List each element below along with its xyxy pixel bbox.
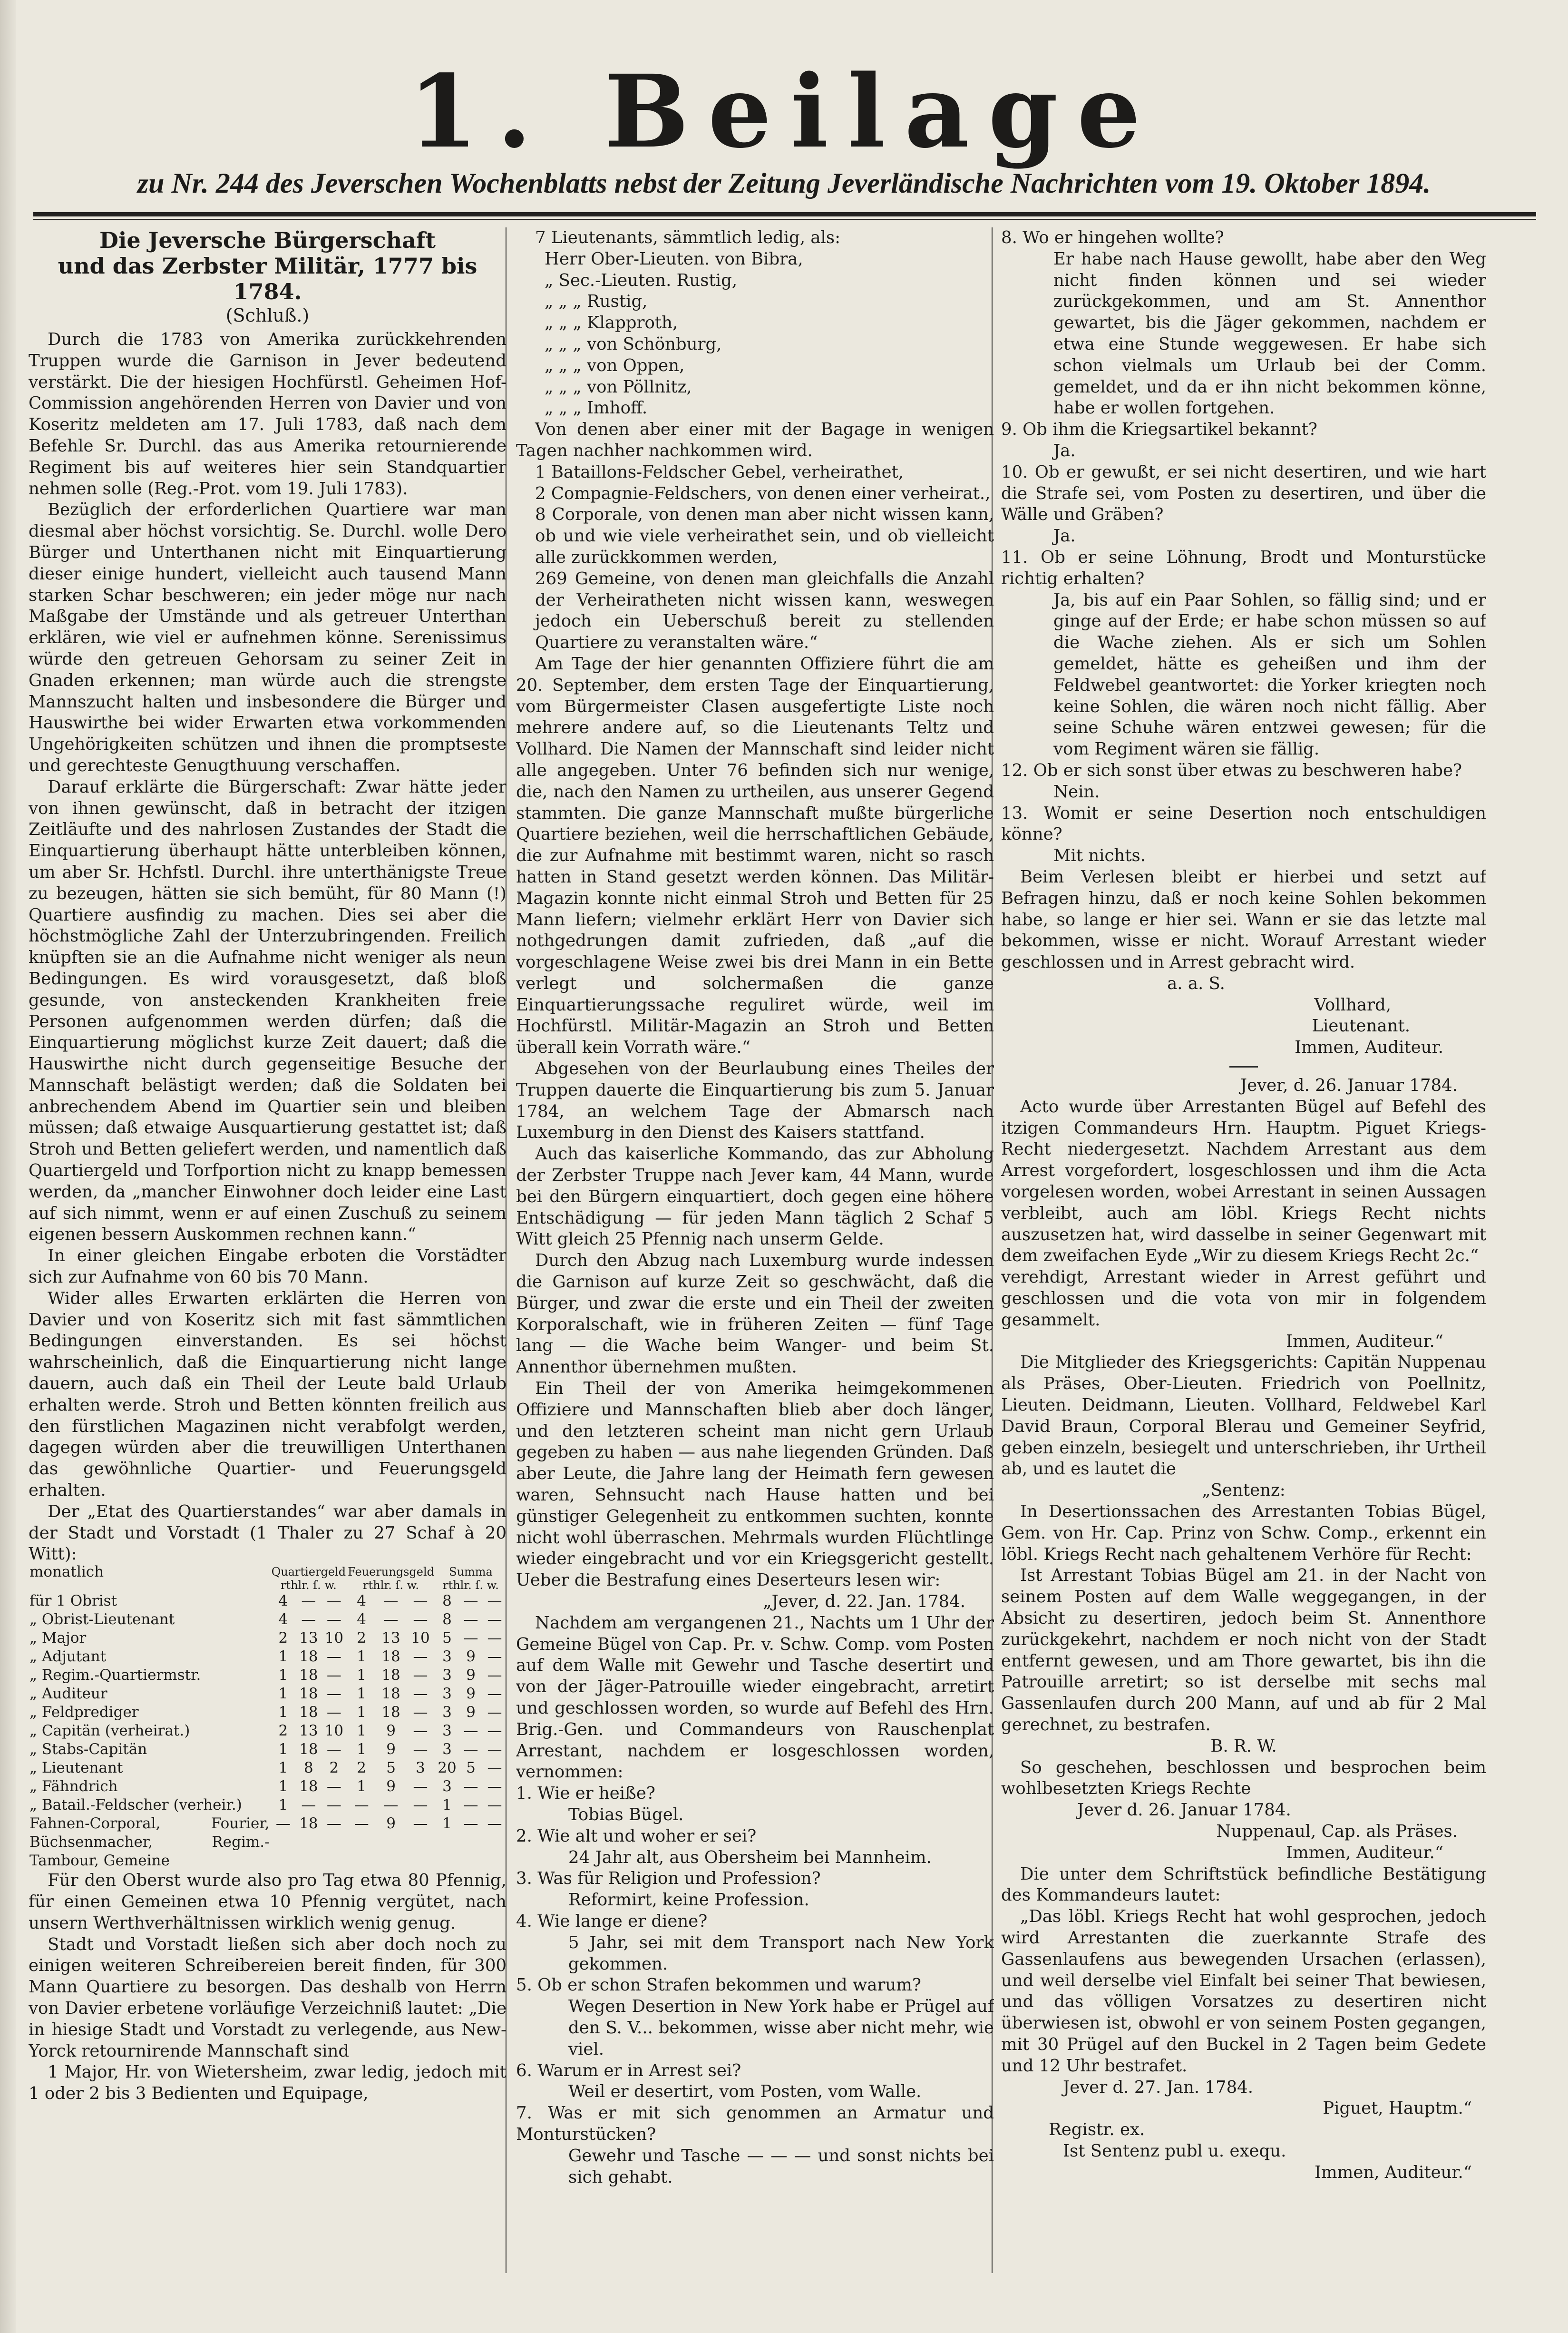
table-cell: 3 [442, 1722, 452, 1740]
signature: Nuppenaul, Cap. als Präses. [1216, 1821, 1458, 1841]
table-cell: — [487, 1796, 502, 1814]
table-cell: 18 [299, 1685, 318, 1703]
table-cell: — [413, 1611, 428, 1628]
table-cell: — [326, 1815, 341, 1833]
table-cell: — [413, 1796, 428, 1814]
paragraph: Darauf erklärte die Bürgerschaft: Zwar hätte jeder von ihnen gewünscht, daß in betracht der itzigen Zeitläufte und des nahrlosen Zustandes der Stadt die Einquartierung überhaupt hätte unterbleiben können, um aber Sr. Hchfstl. Durchl. ihre unterthänigste Treue zu bezeugen, hätten sie sich bemüht, für 80 Mann (!) Quartiere ausfindig zu machen. Dies sei aber die höchstmögliche Zahl der Unterzubringenden. Freilich knüpften sie an die Aufnahme nicht weniger als neun Bedingungen. Es wird vorausgesetzt, daß bloß gesunde, von ansteckenden Krankheiten freie Personen aufgenommen werden dürfen; daß die Einquartierung möglichst kurze Zeit dauert; daß die Hauswirthe nicht durch gegenseitige Besuche der Mannschaft belästigt werden; daß die Soldaten bei anbrechendem Abend im Quartier sein und bleiben müssen; daß etwaige Ausquartierung gestattet ist; daß Stroh und Betten geliefert werden, und namentlich daß Quartiergeld und Torfportion nicht zu knapp bemessen werden, da „mancher Einwohner doch leider eine Last auf sich nimmt, wenn er auf einen Zuschuß zu seinem eigenen bessern Auskommen rechnen kann.“ [29, 777, 506, 1245]
roster-item: „ „ „ Rustig, [545, 292, 648, 312]
abbrev-line: a. a. S. [1167, 973, 1225, 993]
troop-list [516, 462, 994, 654]
paragraph: 7 Lieutenants, sämmtlich ledig, als: [535, 228, 841, 247]
answer: Gewehr und Tasche — — — und sonst nichts bei sich gehabt. [568, 2146, 994, 2187]
signature: Immen, Auditeur.“ [1314, 2162, 1472, 2182]
table-row [29, 1610, 506, 1629]
question: 2. Wie alt und woher er sei? [516, 1826, 757, 1846]
table-row-label: „ Obrist-Lieutenant [29, 1611, 175, 1628]
table-cell: — [463, 1722, 478, 1740]
roster-item: „ „ „ von Pöllnitz, [545, 377, 692, 397]
table-cell: — [326, 1796, 341, 1814]
table-cell: — [413, 1704, 428, 1721]
table-cell: — [383, 1796, 399, 1814]
roster-item: Herr Ober-Lieuten. von Bibra, [545, 249, 803, 269]
table-cell: — [326, 1592, 341, 1610]
signature: Immen, Auditeur.“ [1286, 1843, 1443, 1862]
table-cell: — [463, 1778, 478, 1795]
table-cell: — [354, 1815, 369, 1833]
question: 3. Was für Religion und Profession? [516, 1869, 821, 1889]
paragraph: In Desertionssachen des Arrestanten Tobias Bügel, Gem. von Hr. Cap. Prinz von Schw. Comp., erkennt ein löbl. Kriegs Recht nach gehaltenem Verhöre für Recht: [1001, 1502, 1486, 1564]
table-cell: — [301, 1592, 316, 1610]
paragraph: Für den Oberst wurde also pro Tag etwa 80 Pfennig, für einen Gemeinen etwa 10 Pfennig vergütet, nach unsern Werthverhältnissen wirklich wenig genug. [29, 1871, 506, 1933]
paragraph: Acto wurde über Arrestanten Bügel auf Befehl des itzigen Commandeurs Hrn. Hauptm. Piguet Kriegs-Recht niedergesetzt. Nachdem Arrestant aus dem Arrest vorgefordert, losgeschlossen und ihm die Acta vorgelesen worden, wobei Arrestant in seinen Aussagen verbleibt, auch am löbl. Kriegs Recht nichts auszusetzen hat, wird dasselbe in seiner Gegenwart mit dem zweifachen Eyde „Wir zu diesem Kriegs Recht 2c.“ [1001, 1097, 1486, 1266]
table-cell: 10 [324, 1629, 344, 1647]
table-cell: 1 [357, 1666, 366, 1684]
table-cell: 4 [357, 1592, 366, 1610]
table-row-label: „ Capitän (verheirat.) [29, 1722, 190, 1740]
table-cell: — [413, 1722, 428, 1740]
signature: Immen, Auditeur.“ [1286, 1331, 1443, 1351]
paragraph: Der „Etat des Quartierstandes“ war aber damals in der Stadt und Vorstadt (1 Thaler zu 27 Schaf à 20 Witt): [29, 1501, 506, 1564]
table-cell: 1 [278, 1778, 288, 1795]
table-cell: 9 [466, 1648, 476, 1666]
table-cell: 2 [357, 1629, 366, 1647]
paragraph: Nachdem am vergangenen 21., Nachts um 1 Uhr der Gemeine Bügel von Cap. Pr. v. Schw. Comp. vom Posten auf dem Walle mit Gewehr und Tasche desertirt und von der Jäger-Patrouille wieder eingebracht, arretirt und geschlossen worden, so wurde auf Befehl des Hrn. Brig.-Gen. und Commandeurs von Rauschenplat Arrestant, nachdem er losgeschlossen worden, vernommen: [516, 1613, 994, 1782]
roster-item: „ „ „ Klapproth, [545, 313, 678, 333]
table-cell: — [326, 1704, 341, 1721]
table-cell: 5 [442, 1629, 452, 1647]
table-cell: — [463, 1629, 478, 1647]
table-cell: — [487, 1759, 502, 1777]
table-cell: 1 [357, 1778, 366, 1795]
table-cell: — [487, 1685, 502, 1703]
question: 7. Was er mit sich genommen an Armatur und Monturstücken? [516, 2103, 994, 2144]
answer: Wegen Desertion in New York habe er Prügel auf den S. V... bekommen, wisse aber nicht mehr, wie viel. [568, 1997, 994, 2059]
question: 11. Ob er seine Löhnung, Brodt und Monturstücke richtig erhalten? [1001, 547, 1486, 588]
table-row [29, 1647, 506, 1666]
table-cell: — [326, 1741, 341, 1758]
table-row-label: „ Auditeur [29, 1685, 107, 1703]
table-row [29, 1777, 506, 1796]
table-cell: 3 [442, 1778, 452, 1795]
table-cell: 9 [466, 1704, 476, 1721]
table-cell: 1 [278, 1704, 288, 1721]
table-cell: 18 [299, 1741, 318, 1758]
table-cell: 1 [442, 1815, 452, 1833]
table-row [29, 1592, 506, 1610]
table-cell: 3 [442, 1666, 452, 1684]
table-cell: 1 [278, 1685, 288, 1703]
table-cell: 4 [357, 1611, 366, 1628]
paragraph: Ein Theil der von Amerika heimgekommenen Offiziere und Mannschaften blieb aber doch länger, und den letzteren scheint man nicht gern Urlaub gegeben zu haben — aus nahe liegenden Gründen. Daß aber Leute, die Jahre lang der Heimath fern gewesen waren, Sehnsucht nach Hause hatten und bei günstiger Gelegenheit zu entkommen suchten, konnte nicht wohl überraschen. Mehrmals wurden Flüchtlinge wieder eingebracht und vor ein Kriegsgericht gestellt. Ueber die Bestrafung eines Deserteurs lesen wir: [516, 1379, 994, 1590]
column-3 [1001, 227, 1486, 2273]
table-cell: 1 [278, 1648, 288, 1666]
table-cell: 1 [357, 1741, 366, 1758]
paragraph: So geschehen, beschlossen und besprochen beim wohlbesetzten Kriegs Rechte [1001, 1757, 1486, 1799]
table-cell: 2 [357, 1759, 366, 1777]
table-cell: — [463, 1592, 478, 1610]
table-cell: 5 [466, 1759, 476, 1777]
table-cell: 13 [299, 1629, 318, 1647]
answer: Reformirt, keine Profession. [568, 1890, 809, 1910]
table-row [29, 1814, 506, 1870]
answer: 5 Jahr, sei mit dem Transport nach New York gekommen. [568, 1932, 994, 1974]
table-row-label: „ Feldprediger [29, 1704, 139, 1721]
dateline: Jever, d. 26. Januar 1784. [1240, 1076, 1458, 1096]
question: 4. Wie lange er diene? [516, 1911, 708, 1931]
question: 9. Ob ihm die Kriegsartikel bekannt? [1001, 420, 1317, 440]
interrogation-list [516, 1783, 994, 2188]
table-cell: — [413, 1815, 428, 1833]
table-header-row [29, 1565, 506, 1592]
list-item: 269 Gemeine, von denen man gleichfalls die Anzahl der Verheiratheten nicht wissen kann, weswegen jedoch ein Ueberschuß bereit zu stellenden Quartiere zu veranstalten wäre.“ [535, 569, 994, 653]
table-cell: — [301, 1611, 316, 1628]
paragraph: Von denen aber einer mit der Bagage in wenigen Tagen nachher nachkommen wird. [516, 420, 994, 461]
signature: Immen, Auditeur. [1295, 1038, 1443, 1058]
signature-rank: Lieutenant. [1312, 1016, 1410, 1036]
paragraph: Durch den Abzug nach Luxemburg wurde indessen die Garnison auf kurze Zeit so geschwächt, daß die Bürger, und zwar die erste und ein Theil der zweiten Korporalschaft, wie in früheren Zeiten — fünf Tage lang — die Wache beim Wanger- und beim St. Annenthor übernehmen mußten. [516, 1251, 994, 1377]
paragraph: Die Mitglieder des Kriegsgerichts: Capitän Nuppenau als Präses, Ober-Lieuten. Friedrich von Poellnitz, Lieuten. Deidmann, Lieuten. Vollhard, Feldwebel Karl David Braun, Corporal Blerau und Gemeiner Seyfrid, geben einzeln, besiegelt und unterschrieben, ihr Urtheil ab, und es lautet die [1001, 1353, 1486, 1479]
table-cell: — [354, 1796, 369, 1814]
table-cell: 13 [299, 1722, 318, 1740]
execution-note: Ist Sentenz publ u. exequ. [1063, 2141, 1286, 2161]
header-rule-thick [33, 212, 1536, 216]
table-row-label: für 1 Obrist [29, 1592, 117, 1610]
quarter-pay-table [29, 1565, 506, 1870]
table-cell: 5 [386, 1759, 396, 1777]
answer: Ja. [1053, 526, 1076, 546]
paragraph: Die unter dem Schriftstück befindliche Bestätigung des Kommandeurs lautet: [1001, 1864, 1486, 1905]
table-cell: — [487, 1592, 502, 1610]
table-cell: 3 [442, 1741, 452, 1758]
paragraph: In einer gleichen Eingabe erboten die Vorstädter sich zur Aufnahme von 60 bis 70 Mann. [29, 1246, 506, 1287]
table-cell: — [326, 1685, 341, 1703]
table-cell: — [326, 1611, 341, 1628]
table-header-group: Summa rthlr. ſ. w. [443, 1565, 499, 1592]
table-cell: 3 [442, 1704, 452, 1721]
question: 5. Ob er schon Strafen bekommen und warum? [516, 1975, 921, 1995]
table-cell: 8 [303, 1759, 313, 1777]
table-cell: — [487, 1629, 502, 1647]
table-cell: — [301, 1796, 316, 1814]
table-row-label: Fahnen-Corporal, Fourier, Büchsenmacher, Regim.-Tambour, Gemeine [29, 1815, 270, 1870]
paragraph: Bezüglich der erforderlichen Quartiere war man diesmal aber höchst vorsichtig. Se. Durchl. wolle Dero Bürger und Unterthanen nicht mit Einquartierung dieser einige hundert, vielleicht auch tausend Mann starken Schar beschweren; ein jeder möge nur nach Maßgabe der Umstände und als getreuer Unterthan erklären, wie viel er aufnehmen könne. Serenissimus würde den getreuen Gehorsam zu seiner Zeit in Gnaden erkennen; man würde auch die strengste Mannszucht halten und insbesondere die Bürger und Hauswirthe bei wider Erwarten etwa vorkommenden Ungehörigkeiten schützen und ihnen die promptseste und gerechteste Genugthuung verschaffen. [29, 500, 506, 775]
table-row-label: „ Lieutenant [29, 1759, 123, 1777]
answer: Weil er desertirt, vom Posten, vom Walle. [568, 2082, 922, 2102]
table-cell: 1 [357, 1685, 366, 1703]
page-binding-edge [0, 0, 16, 2333]
table-cell: 18 [299, 1704, 318, 1721]
answer: 24 Jahr alt, aus Obersheim bei Mannheim. [568, 1847, 932, 1867]
table-cell: 4 [278, 1611, 288, 1628]
table-cell: 18 [381, 1685, 400, 1703]
table-cell: 10 [324, 1722, 344, 1740]
table-header-label: monatlich [29, 1563, 104, 1581]
table-row [29, 1666, 506, 1685]
table-cell: 3 [442, 1685, 452, 1703]
paragraph: Durch die 1783 von Amerika zurückkehrenden Truppen wurde die Garnison in Jever bedeutend verstärkt. Die der hiesigen Hochfürstl. Geheimen Hof-Commission angehörenden Herren von Davier und von Koseritz meldeten am 17. Juli 1783, daß nach dem Befehle Sr. Durchl. das aus Amerika retournierende Regiment bis auf weiteres hier sein Standquartier nehmen solle (Reg.-Prot. vom 19. Juli 1783). [29, 330, 506, 499]
table-header-group: Feuerungsgeld rthlr. ſ. w. [348, 1565, 434, 1592]
table-cell: — [413, 1592, 428, 1610]
table-cell: 4 [278, 1592, 288, 1610]
paragraph: Beim Verlesen bleibt er hierbei und setzt auf Befragen hinzu, daß er noch keine Sohlen bekommen habe, so lange er hier sei. Wann er sie das letzte mal bekommen, wisse er nicht. Worauf Arrestant wieder geschlossen und in Arrest gebracht wird. [1001, 867, 1486, 972]
table-cell: 18 [299, 1778, 318, 1795]
table-cell: 18 [299, 1815, 318, 1833]
table-cell: 18 [381, 1648, 400, 1666]
table-cell: 9 [466, 1666, 476, 1684]
table-cell: — [487, 1722, 502, 1740]
answer: Mit nichts. [1053, 846, 1146, 866]
article-heading-line-1: Die Jeversche Bürgerschaft [99, 227, 436, 253]
paragraph: Stadt und Vorstadt ließen sich aber doch noch zu einigen weiteren Schreibereien bereit finden, für 300 Mann Quartiere zu besorgen. Das deshalb von Herrn von Davier erbetene vorläufige Verzeichniß lautet: „Die in hiesige Stadt und Vorstadt zu verlegende, aus New-Yorck retournirende Mannschaft sind [29, 1934, 506, 2061]
dateline: Jever d. 26. Januar 1784. [1077, 1800, 1291, 1820]
table-cell: — [463, 1741, 478, 1758]
table-cell: — [413, 1648, 428, 1666]
column-2 [516, 227, 994, 2273]
roster-item: „ „ „ von Schönburg, [545, 334, 722, 354]
table-cell: — [487, 1648, 502, 1666]
table-cell: 1 [357, 1648, 366, 1666]
paragraph: verehdigt, Arrestant wieder in Arrest geführt und geschlossen und die vota von mir in folgendem gesammelt. [1001, 1267, 1486, 1330]
table-cell: 9 [466, 1685, 476, 1703]
list-item: 8 Corporale, von denen man aber nicht wissen kann, ob und wie viele verheirathet sein, und ob vielleicht alle zurückkommen werden, [535, 505, 994, 567]
table-cell: — [413, 1685, 428, 1703]
table-cell: — [413, 1778, 428, 1795]
paragraph: 1 Major, Hr. von Wietersheim, zwar ledig, jedoch mit 1 oder 2 bis 3 Bedienten und Equipage, [29, 2062, 506, 2104]
table-cell: 8 [442, 1592, 452, 1610]
table-cell: 2 [278, 1722, 288, 1740]
table-cell: 1 [278, 1759, 288, 1777]
masthead-subtitle: zu Nr. 244 des Jeverschen Wochenblatts nebst der Zeitung Jeverländische Nachrichten vom 19. Oktober 1894. [137, 167, 1431, 199]
question: 6. Warum er in Arrest sei? [516, 2060, 741, 2080]
table-row [29, 1740, 506, 1759]
table-row [29, 1685, 506, 1703]
table-cell: — [487, 1815, 502, 1833]
table-cell: — [487, 1666, 502, 1684]
table-row-label: „ Fähndrich [29, 1778, 118, 1795]
signature: Piguet, Hauptm.“ [1323, 2098, 1472, 2118]
dateline: Jever d. 27. Jan. 1784. [1063, 2077, 1254, 2097]
column-1 [29, 227, 506, 2273]
table-cell: 20 [438, 1759, 457, 1777]
answer: Ja, bis auf ein Paar Sohlen, so fällig sind; und er ginge auf der Erde; er habe schon müssen so auf die Wache ziehen. Als er sich um Sohlen gemeldet, hätte es geheißen und ihm der Feldwebel geantwortet: die Yorker kriegten noch keine Sohlen, die wären noch nicht fällig. Aber seine Schuhe wären entzwei gewesen; für die vom Regiment wären sie fällig. [1053, 590, 1486, 759]
question: 13. Womit er seine Desertion noch entschuldigen könne? [1001, 803, 1486, 844]
paragraph: „Das löbl. Kriegs Recht hat wohl gesprochen, jedoch wird Arrestanten die zuerkannte Strafe des Gassenlaufens aus bewegenden Ursachen (erlassen), und weil derselbe viel Einfalt bei seiner That bewiesen, und das völligen Vorsatzes zu desertiren nicht überwiesen ist, obwohl er von seinem Posten gegangen, mit 30 Prügel auf den Buckel in 2 Tagen beim Gedete und 12 Uhr bestrafet. [1001, 1907, 1486, 2076]
table-cell: 2 [278, 1629, 288, 1647]
roster-item: „ „ „ von Oppen, [545, 355, 685, 375]
paragraph: Wider alles Erwarten erklärten die Herren von Davier und von Koseritz sich mit fast sämmtlichen Bedingungen einverstanden. Es sei höchst wahrscheinlich, daß die Einquartierung nicht lange dauern, auch daß ein Theil der Leute bald Urlaub erhalten werde. Stroh und Betten könnten freilich aus den fürstlichen Magazinen nicht verabfolgt werden, dagegen würden aber die treuwilligen Unterthanen das gewöhnliche Quartier- und Feuerungsgeld erhalten. [29, 1288, 506, 1500]
answer: Ja. [1053, 441, 1076, 461]
table-cell: 18 [381, 1704, 400, 1721]
question: 8. Wo er hingehen wollte? [1001, 228, 1224, 247]
table-cell: — [463, 1796, 478, 1814]
officer-roster [516, 249, 994, 419]
list-item: 1 Bataillons-Feldscher Gebel, verheirathet, [535, 462, 904, 482]
table-cell: — [487, 1704, 502, 1721]
table-cell: — [383, 1611, 399, 1628]
table-row-label: „ Adjutant [29, 1648, 107, 1666]
sentence-heading: „Sentenz: [1202, 1480, 1286, 1500]
table-row-label: „ Regim.-Quartiermstr. [29, 1666, 201, 1684]
table-cell: 18 [299, 1648, 318, 1666]
table-cell: 10 [411, 1629, 430, 1647]
header-rule-thin [33, 219, 1536, 220]
table-cell: — [487, 1741, 502, 1758]
table-row [29, 1629, 506, 1647]
table-row-label: „ Major [29, 1629, 87, 1647]
table-cell: 18 [381, 1666, 400, 1684]
answer: Tobias Bügel. [568, 1804, 684, 1824]
table-row [29, 1759, 506, 1777]
table-cell: 1 [442, 1796, 452, 1814]
paragraph: Abgesehen von der Beurlaubung eines Theiles der Truppen dauerte die Einquartierung bis zum 5. Januar 1784, an welchem Tage der Abmarsch nach Luxemburg in den Dienst des Kaisers stattfand. [516, 1059, 994, 1143]
table-cell: 1 [357, 1722, 366, 1740]
table-cell: 1 [357, 1704, 366, 1721]
table-row [29, 1722, 506, 1740]
table-cell: — [275, 1815, 291, 1833]
table-cell: 1 [278, 1796, 288, 1814]
list-item: 2 Compagnie-Feldschers, von denen einer verheirat., [535, 483, 991, 503]
table-cell: — [383, 1592, 399, 1610]
question: 10. Ob er gewußt, er sei nicht desertiren, und wie hart die Strafe sei, vom Posten zu desertiren, und über die Wälle und Gräben? [1001, 462, 1486, 525]
answer: Nein. [1053, 782, 1100, 802]
table-cell: 9 [386, 1722, 396, 1740]
table-cell: 3 [442, 1648, 452, 1666]
table-cell: — [326, 1648, 341, 1666]
table-cell: — [413, 1741, 428, 1758]
paragraph: Am Tage der hier genannten Offiziere führt die am 20. September, dem ersten Tage der Einquartierung, vom Bürgermeister Clasen ausgefertigte Liste noch mehrere andere auf, so die Lieutenants Teltz und Vollhard. Die Namen der Mannschaft sind leider nicht alle angegeben. Unter 76 befinden sich nur wenige, die, nach den Namen zu urtheilen, aus unserer Gegend stammten. Die ganze Mannschaft mußte bürgerliche Quartiere beziehen, weil die herrschaftlichen Gebäude, die zur Aufnahme mit bestimmt waren, nicht so rasch hatten in Stand gesetzt werden können. Das Militär-Magazin konnte nicht einmal Stroh und Betten für 25 Mann liefern; vielmehr erklärt Herr von Davier sich nothgedrungen damit zufrieden, daß „auf die vorgeschlagene Weise zwei bis drei Mann in ein Bette verlegt und solchermaßen die ganze Einquartierungssache reguliret würde, weil im Hochfürstl. Militär-Magazin an Stroh und Betten überall kein Vorrath wäre.“ [516, 654, 994, 1058]
paragraph: Auch das kaiserliche Kommando, das zur Abholung der Zerbster Truppe nach Jever kam, 44 Mann, wurde bei den Bürgern einquartiert, doch gegen eine höhere Entschädigung — für jeden Mann täglich 2 Schaf 5 Witt gleich 25 Pfennig nach unserm Gelde. [516, 1144, 994, 1249]
masthead-title: 1. Beilage [408, 53, 1160, 170]
question: 1. Wie er heiße? [516, 1784, 655, 1804]
registry-note: Registr. ex. [1049, 2120, 1145, 2140]
table-cell: — [463, 1815, 478, 1833]
table-row-label: „ Batail.-Feldscher (verheir.) [29, 1796, 242, 1814]
paragraph: Ist Arrestant Tobias Bügel am 21. in der Nacht von seinem Posten auf dem Walle weggegangen, in der Absicht zu desertiren, jedoch beim St. Annenthore zurückgekehrt, nachdem er noch nicht von der Stadt entfernt gewesen, und am Thore gewartet, bis ihn die Patrouille arretirt; so ist derselbe mit sechs mal Gassenlaufen durch 200 Mann, auf und ab für 2 Mal gerechnet, zu bestrafen. [1001, 1566, 1486, 1735]
abbrev-line: B. R. W. [1210, 1736, 1277, 1756]
table-cell: 8 [442, 1611, 452, 1628]
table-cell: — [326, 1666, 341, 1684]
roster-item: „ „ „ Imhoff. [545, 398, 648, 418]
table-cell: 3 [416, 1759, 425, 1777]
table-cell: — [487, 1611, 502, 1628]
signature: Vollhard, [1314, 995, 1391, 1015]
table-cell: 9 [386, 1815, 396, 1833]
table-cell: 13 [381, 1629, 400, 1647]
table-row [29, 1703, 506, 1722]
question: 12. Ob er sich sonst über etwas zu beschweren habe? [1001, 760, 1462, 780]
article-heading-note: (Schluß.) [225, 305, 310, 326]
table-cell: — [463, 1611, 478, 1628]
table-cell: — [487, 1778, 502, 1795]
table-row-label: „ Stabs-Capitän [29, 1741, 147, 1758]
table-cell: 9 [386, 1741, 396, 1758]
table-cell: — [413, 1666, 428, 1684]
table-cell: 18 [299, 1666, 318, 1684]
table-cell: 2 [329, 1759, 339, 1777]
interrogation-list [1001, 227, 1486, 867]
table-cell: 1 [278, 1666, 288, 1684]
table-header-group: Quartiergeld rthlr. ſ. w. [271, 1565, 346, 1592]
article-heading-line-2: und das Zerbster Militär, 1777 bis 1784. [58, 253, 477, 304]
table-cell: 9 [386, 1778, 396, 1795]
roster-item: „ Sec.-Lieuten. Rustig, [545, 270, 738, 290]
table-row [29, 1796, 506, 1814]
section-divider [1229, 1066, 1258, 1068]
dateline: „Jever, d. 22. Jan. 1784. [763, 1592, 965, 1611]
table-cell: 1 [278, 1741, 288, 1758]
table-cell: — [326, 1778, 341, 1795]
answer: Er habe nach Hause gewollt, habe aber den Weg nicht finden können und sei wieder zurückgekommen, und am St. Annenthor gewartet, bis die Jäger gekommen, nachdem er etwa eine Stunde weggewesen. Er habe sich schon vielmals um Urlaub bei der Comm. gemeldet, und da er ihn nicht bekommen könne, habe er wollen fortgehen. [1053, 249, 1486, 418]
